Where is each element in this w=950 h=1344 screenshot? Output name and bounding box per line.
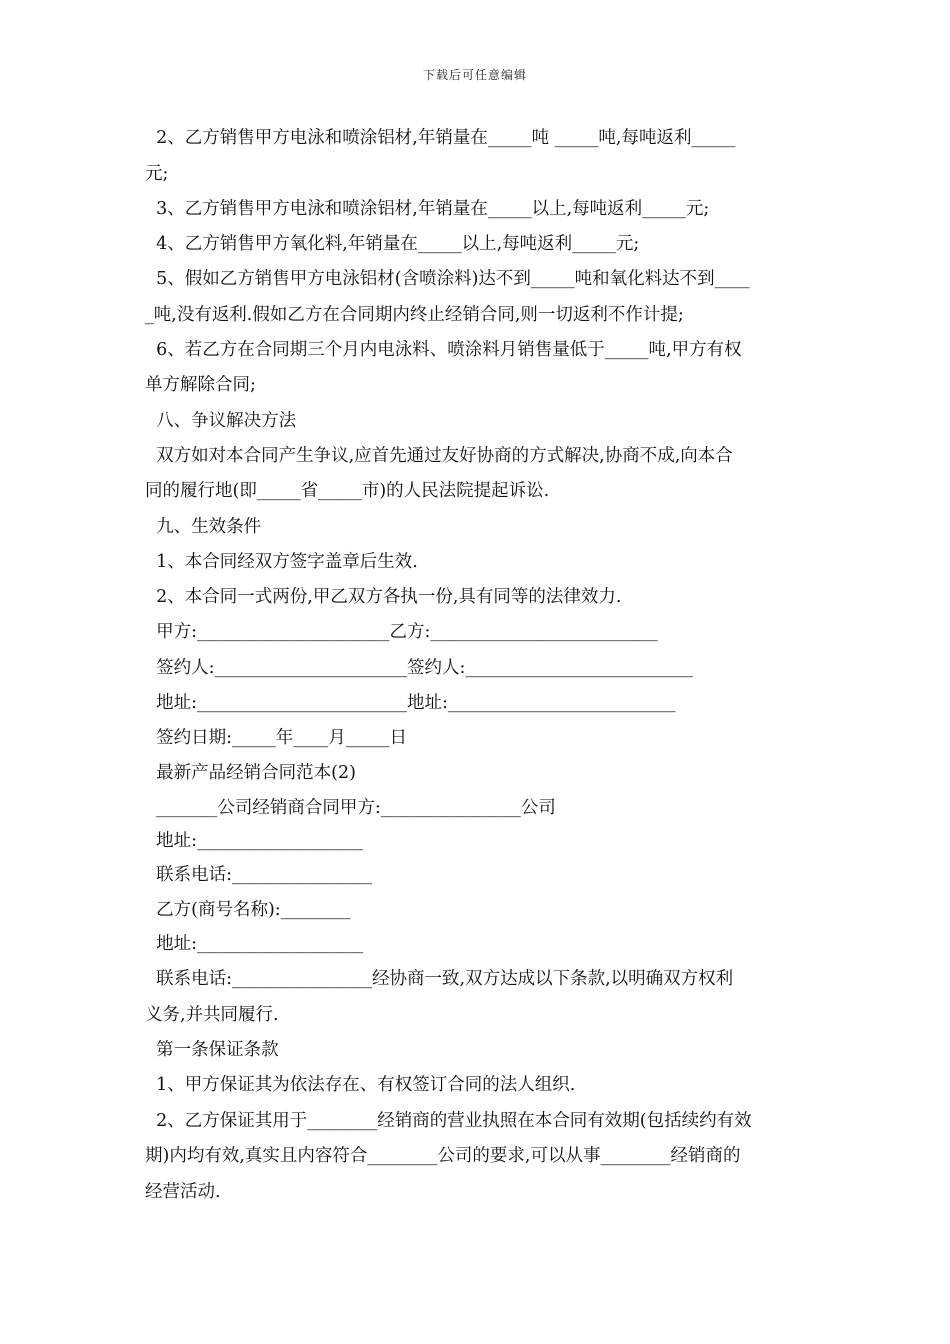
text-line: 3、乙方销售甲方电泳和喷涂铝材,年销量在_____以上,每吨返利_____元; — [145, 199, 710, 219]
text-line: 地址:___________________ — [145, 831, 364, 851]
section-heading: 八、争议解决方法 — [145, 411, 297, 431]
text-line: 联系电话:________________经协商一致,双方达成以下条款,以明确双方权利 — [145, 969, 734, 989]
text-line: 双方如对本合同产生争议,应首先通过友好协商的方式解决,协商不成,向本合 — [145, 446, 733, 466]
signature-line: 签约人:______________________签约人:__________________________ — [145, 658, 693, 678]
text-line: _吨,没有返利.假如乙方在合同期内终止经销合同,则一切返利不作计提; — [145, 305, 684, 325]
text-line: 1、本合同经双方签字盖章后生效. — [145, 552, 418, 572]
text-line: 2、本合同一式两份,甲乙双方各执一份,具有同等的法律效力. — [145, 587, 622, 607]
section-heading: 第一条保证条款 — [145, 1040, 279, 1060]
text-line: 义务,并共同履行. — [145, 1005, 279, 1025]
text-line: 经营活动. — [145, 1182, 221, 1202]
text-line: 2、乙方保证其用于________经销商的营业执照在本合同有效期(包括续约有效 — [145, 1111, 752, 1131]
signature-line: 签约日期:_____年____月_____日 — [145, 728, 408, 748]
text-line: 乙方(商号名称):________ — [145, 900, 351, 920]
text-line: 1、甲方保证其为依法存在、有权签订合同的法人组织. — [145, 1075, 576, 1095]
text-line: 2、乙方销售甲方电泳和喷涂铝材,年销量在_____吨 _____吨,每吨返利_____ — [145, 128, 736, 148]
signature-line: 地址:________________________地址:__________________________ — [145, 693, 676, 713]
text-line: 5、假如乙方销售甲方电泳铝材(含喷涂料)达不到_____吨和氧化料达不到____ — [145, 269, 750, 289]
text-line: 6、若乙方在合同期三个月内电泳料、喷涂料月销售量低于_____吨,甲方有权 — [145, 340, 742, 360]
text-line: 地址:___________________ — [145, 934, 364, 954]
text-line: 期)内均有效,真实且内容符合________公司的要求,可以从事________经销商的 — [145, 1146, 741, 1166]
text-line: 单方解除合同; — [145, 375, 256, 395]
page-header: 下载后可任意编辑 — [422, 68, 527, 82]
text-line: 同的履行地(即_____省_____市)的人民法院提起诉讼. — [145, 481, 550, 501]
text-line: 联系电话:________________ — [145, 865, 373, 885]
section-heading: 九、生效条件 — [145, 517, 262, 537]
text-line: 元; — [145, 164, 169, 184]
section-heading: 最新产品经销合同范本(2) — [145, 763, 356, 783]
signature-line: 甲方:______________________乙方:__________________________ — [145, 622, 658, 642]
text-line: _______公司经销商合同甲方:________________公司 — [145, 798, 556, 818]
text-line: 4、乙方销售甲方氧化料,年销量在_____以上,每吨返利_____元; — [145, 234, 640, 254]
